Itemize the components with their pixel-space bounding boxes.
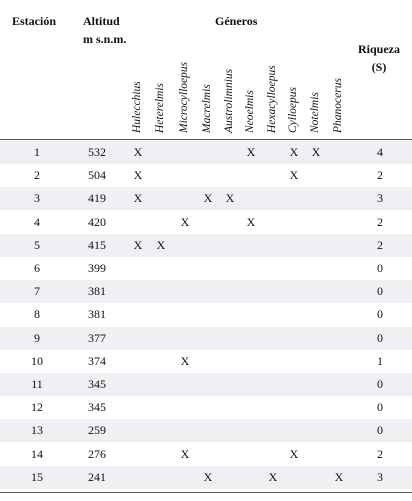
altitude-cell: 377 (88, 330, 106, 345)
richness-cell: 3 (377, 469, 383, 484)
richness-cell: 2 (377, 446, 383, 461)
altitude-cell: 419 (88, 191, 106, 206)
altitude-cell: 399 (88, 261, 106, 275)
table-row (0, 234, 412, 257)
table-row (0, 396, 412, 419)
station-cell: 11 (31, 377, 43, 391)
presence-mark: X (133, 145, 143, 159)
presence-mark: X (246, 214, 256, 229)
table-row (0, 211, 412, 234)
header-altitude-line2: m s.n.m. (83, 32, 127, 46)
header-richness (352, 42, 406, 74)
table-row (0, 164, 412, 187)
bottom-rule (0, 492, 412, 493)
header-rule (0, 139, 412, 140)
richness-cell: 3 (377, 191, 383, 206)
table-row (0, 257, 412, 280)
genus-header: Phanocerus (332, 78, 344, 133)
altitude-cell: 374 (88, 353, 106, 368)
richness-cell: 0 (377, 307, 383, 322)
altitude-cell: 420 (88, 214, 106, 229)
station-cell: 9 (34, 330, 40, 345)
altitude-cell: 345 (88, 400, 106, 415)
station-cell: 2 (34, 168, 40, 183)
station-cell: 5 (34, 237, 40, 252)
station-cell: 13 (31, 423, 43, 438)
header-altitude (83, 14, 126, 46)
genus-header: Neoelmis (244, 90, 256, 133)
presence-mark: X (334, 469, 344, 484)
richness-cell: 0 (377, 400, 383, 415)
presence-mark: X (203, 191, 213, 206)
presence-mark: X (133, 168, 143, 183)
genus-header: Austrolimnius (223, 68, 235, 133)
table-row (0, 350, 412, 373)
presence-mark: X (289, 446, 299, 461)
header-richness-line1: Riqueza (358, 42, 400, 56)
altitude-cell: 241 (88, 469, 106, 484)
station-cell: 7 (34, 284, 40, 299)
station-cell: 14 (31, 446, 43, 461)
presence-mark: X (311, 145, 321, 159)
altitude-cell: 381 (88, 284, 106, 299)
presence-mark: X (133, 237, 143, 252)
station-cell: 4 (34, 214, 40, 229)
presence-mark: X (268, 469, 278, 484)
station-cell: 10 (31, 353, 43, 368)
station-cell: 1 (34, 145, 40, 159)
table-row (0, 466, 412, 489)
altitude-cell: 504 (88, 168, 106, 183)
table-row (0, 187, 412, 210)
presence-mark: X (203, 469, 213, 484)
altitude-cell: 276 (88, 446, 106, 461)
presence-mark: X (180, 214, 190, 229)
presence-mark: X (289, 168, 299, 183)
richness-cell: 2 (377, 168, 383, 183)
altitude-cell: 381 (88, 307, 106, 322)
presence-mark: X (289, 145, 299, 159)
richness-cell: 0 (377, 377, 383, 391)
station-cell: 12 (31, 400, 43, 415)
genus-header: Microcylloepus (178, 61, 190, 133)
header-richness-line2: (S) (371, 60, 387, 74)
table-row (0, 443, 412, 466)
presence-mark: X (225, 191, 235, 206)
genus-header: Hulecchius (131, 81, 143, 133)
presence-mark: X (246, 145, 256, 159)
genus-header: Heterelmis (154, 82, 166, 133)
genus-header: Notelmis (309, 92, 321, 133)
genus-header: Hexacylloepus (266, 65, 278, 133)
table-row (0, 373, 412, 396)
presence-mark: X (133, 191, 143, 206)
richness-cell: 0 (377, 330, 383, 345)
genus-header: Cylloepus (287, 87, 299, 133)
header-genera: Géneros (215, 14, 258, 28)
richness-cell: 4 (377, 145, 383, 159)
table-row (0, 303, 412, 326)
altitude-cell: 259 (88, 423, 106, 438)
altitude-cell: 415 (88, 237, 106, 252)
presence-mark: X (156, 237, 166, 252)
presence-mark: X (180, 446, 190, 461)
station-cell: 6 (34, 261, 40, 275)
richness-cell: 2 (377, 214, 383, 229)
station-cell: 3 (34, 191, 40, 206)
altitude-cell: 345 (88, 377, 106, 391)
presence-mark: X (180, 353, 190, 368)
genus-header: Macrelmis (201, 84, 213, 133)
station-cell: 15 (31, 469, 43, 484)
station-cell: 8 (34, 307, 40, 322)
richness-cell: 0 (377, 423, 383, 438)
header-altitude-line1: Altitud (83, 14, 120, 28)
altitude-cell: 532 (88, 145, 106, 159)
table-row (0, 280, 412, 303)
richness-cell: 0 (377, 284, 383, 299)
richness-cell: 2 (377, 237, 383, 252)
table-row (0, 327, 412, 350)
richness-cell: 1 (377, 353, 383, 368)
table-row (0, 141, 412, 164)
table-row (0, 419, 412, 442)
richness-cell: 0 (377, 261, 383, 275)
header-station: Estación (12, 14, 57, 28)
